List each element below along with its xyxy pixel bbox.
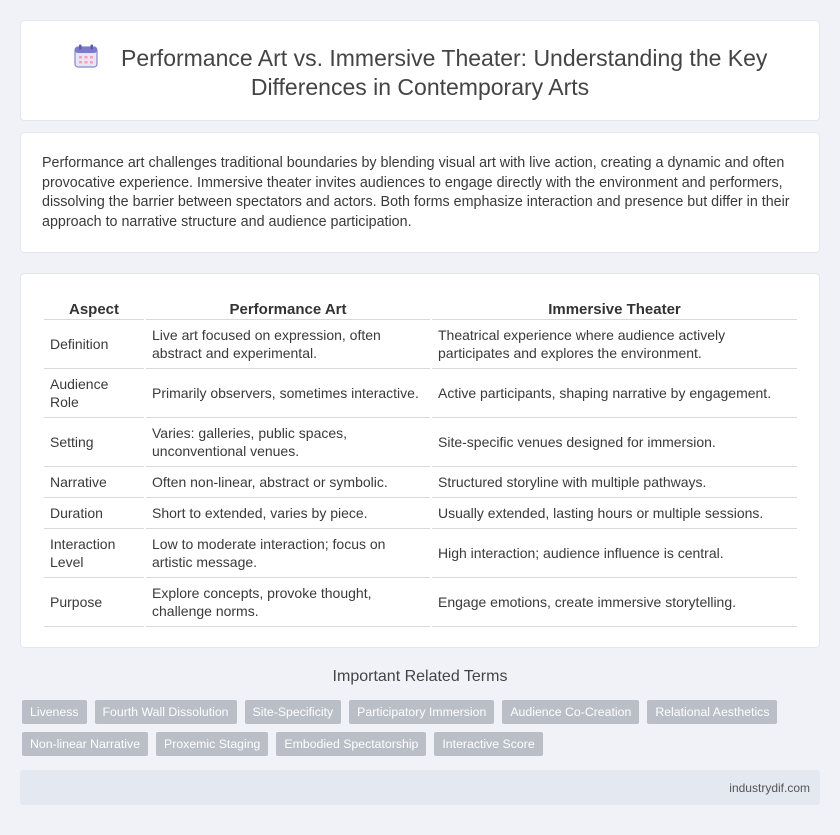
cell-performance-art: Varies: galleries, public spaces, unconventional venues. — [146, 418, 430, 467]
table-row — [44, 467, 797, 498]
tag-interactive-score[interactable]: Interactive Score — [434, 732, 542, 756]
footer-site-link[interactable]: industrydif.com — [729, 781, 810, 795]
table-row — [44, 578, 797, 627]
tag-audience-co-creation[interactable]: Audience Co-Creation — [502, 700, 639, 724]
table-row — [44, 369, 797, 418]
header — [61, 44, 779, 102]
cell-aspect: Duration — [44, 498, 144, 529]
cell-immersive-theater: Usually extended, lasting hours or multiple sessions. — [432, 498, 797, 529]
tag-fourth-wall-dissolution[interactable]: Fourth Wall Dissolution — [95, 700, 237, 724]
comparison-card — [20, 273, 820, 648]
tag-liveness[interactable]: Liveness — [22, 700, 87, 724]
cell-performance-art: Live art focused on expression, often abstract and experimental. — [146, 320, 430, 369]
related-terms-tags — [22, 700, 812, 764]
tag-embodied-spectatorship[interactable]: Embodied Spectatorship — [276, 732, 426, 756]
cell-aspect: Interaction Level — [44, 529, 144, 578]
tag-site-specificity[interactable]: Site-Specificity — [245, 700, 342, 724]
cell-immersive-theater: High interaction; audience influence is central. — [432, 529, 797, 578]
footer — [20, 770, 820, 805]
tag-participatory-immersion[interactable]: Participatory Immersion — [349, 700, 494, 724]
cell-performance-art: Low to moderate interaction; focus on artistic message. — [146, 529, 430, 578]
intro-card — [20, 132, 820, 253]
table-row — [44, 498, 797, 529]
table-row — [44, 529, 797, 578]
tag-relational-aesthetics[interactable]: Relational Aesthetics — [647, 700, 777, 724]
tag-proxemic-staging[interactable]: Proxemic Staging — [156, 732, 268, 756]
page-title: Performance Art vs. Immersive Theater: Understanding the Key Differences in Contemporary Arts — [121, 45, 768, 100]
cell-performance-art: Explore concepts, provoke thought, challenge norms. — [146, 578, 430, 627]
cell-immersive-theater: Theatrical experience where audience actively participates and explores the environment. — [432, 320, 797, 369]
cell-immersive-theater: Active participants, shaping narrative by engagement. — [432, 369, 797, 418]
cell-aspect: Purpose — [44, 578, 144, 627]
header-performance-art: Performance Art — [146, 294, 430, 320]
cell-aspect: Audience Role — [44, 369, 144, 418]
cell-aspect: Definition — [44, 320, 144, 369]
tag-row-1 — [22, 700, 812, 724]
header-card — [20, 20, 820, 121]
calendar-icon — [73, 44, 99, 68]
comparison-table — [42, 294, 799, 627]
tag-row-2 — [22, 732, 812, 756]
cell-performance-art: Often non-linear, abstract or symbolic. — [146, 467, 430, 498]
cell-immersive-theater: Engage emotions, create immersive storytelling. — [432, 578, 797, 627]
cell-aspect: Setting — [44, 418, 144, 467]
table-row — [44, 320, 797, 369]
table-row — [44, 418, 797, 467]
cell-immersive-theater: Structured storyline with multiple pathways. — [432, 467, 797, 498]
cell-performance-art: Primarily observers, sometimes interactive. — [146, 369, 430, 418]
header-aspect: Aspect — [44, 294, 144, 320]
header-immersive-theater: Immersive Theater — [432, 294, 797, 320]
tag-non-linear-narrative[interactable]: Non-linear Narrative — [22, 732, 148, 756]
cell-performance-art: Short to extended, varies by piece. — [146, 498, 430, 529]
cell-immersive-theater: Site-specific venues designed for immersion. — [432, 418, 797, 467]
related-terms-title: Important Related Terms — [332, 668, 508, 685]
cell-aspect: Narrative — [44, 467, 144, 498]
intro-paragraph: Performance art challenges traditional boundaries by blending visual art with live action, creating a dynamic and often provocative experience. Immersive theater invites audiences to engage directly with the environment and performers, dissolving the barrier between spectators and actors. Both forms emphasize interaction and presence but differ in their approach to narrative structure and audience participation. — [42, 155, 790, 230]
